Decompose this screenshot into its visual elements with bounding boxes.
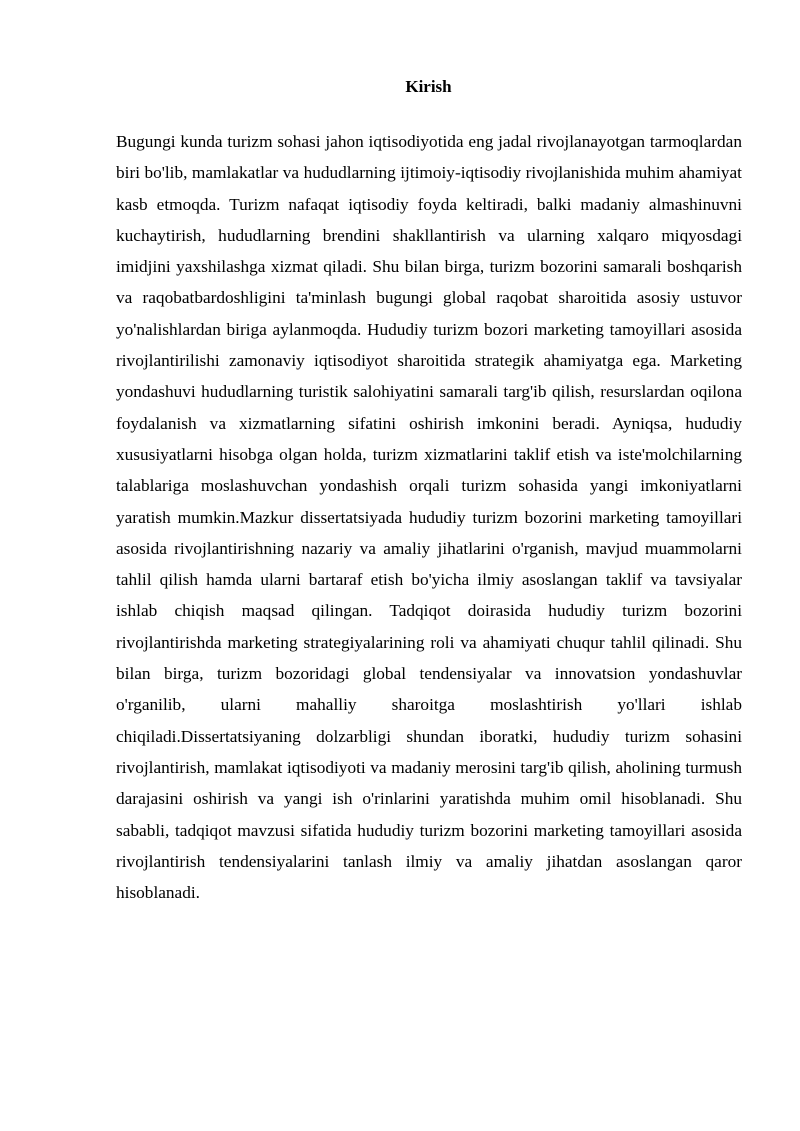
- section-heading: Kirish: [405, 77, 452, 96]
- body-paragraph: Bugungi kunda turizm sohasi jahon iqtisodiyotida eng jadal rivojlanayotgan tarmoqlardan biri bo'lib, mamlakatlar va hududlarning ijtimoiy-iqtisodiy rivojlanishida muhim ahamiyat kasb etmoqda. Turizm nafaqat iqtisodiy foyda keltiradi, balki madaniy almashinuvni kuchaytirish, hududlarning brendini shakllantirish va ularning xalqaro miqyosdagi imidjini yaxshilashga xizmat qiladi. Shu bilan birga, turizm bozorini samarali boshqarish va raqobatbardoshligini ta'minlash bugungi global raqobat sharoitida asosiy ustuvor yo'nalishlardan biriga aylanmoqda. Hududiy turizm bozori marketing tamoyillari asosida rivojlantirilishi zamonaviy iqtisodiyot sharoitida strategik ahamiyatga ega. Marketing yondashuvi hududlarning turistik salohiyatini samarali targ'ib qilish, resurslardan oqilona foydalanish va xizmatlarning sifatini oshirish imkonini beradi. Ayniqsa, hududiy xususiyatlarni hisobga olgan holda, turizm xizmatlarini taklif etish va iste'molchilarning talablariga moslashuvchan yondashish orqali turizm sohasida yangi imkoniyatlarni yaratish mumkin.Mazkur dissertatsiyada hududiy turizm bozorini marketing tamoyillari asosida rivojlantirishning nazariy va amaliy jihatlarini o'rganish, mavjud muammolarni tahlil qilish hamda ularni bartaraf etish bo'yicha ilmiy asoslangan taklif va tavsiyalar ishlab chiqish maqsad qilingan. Tadqiqot doirasida hududiy turizm bozorini rivojlantirishda marketing strategiyalarining roli va ahamiyati chuqur tahlil qilinadi. Shu bilan birga, turizm bozoridagi global tendensiyalar va innovatsion yondashuvlar o'rganilib, ularni mahalliy sharoitga moslashtirish yo'llari ishlab chiqiladi.Dissertatsiyaning dolzarbligi shundan iboratki, hududiy turizm sohasini rivojlantirish, mamlakat iqtisodiyoti va madaniy merosini targ'ib qilish, aholining turmush darajasini oshirish va yangi ish o'rinlarini yaratishda muhim omil hisoblanadi. Shu sababli, tadqiqot mavzusi sifatida hududiy turizm bozorini marketing tamoyillari asosida rivojlantirish tendensiyalarini tanlash ilmiy va amaliy jihatdan asoslangan qaror hisoblanadi.: [116, 132, 742, 903]
